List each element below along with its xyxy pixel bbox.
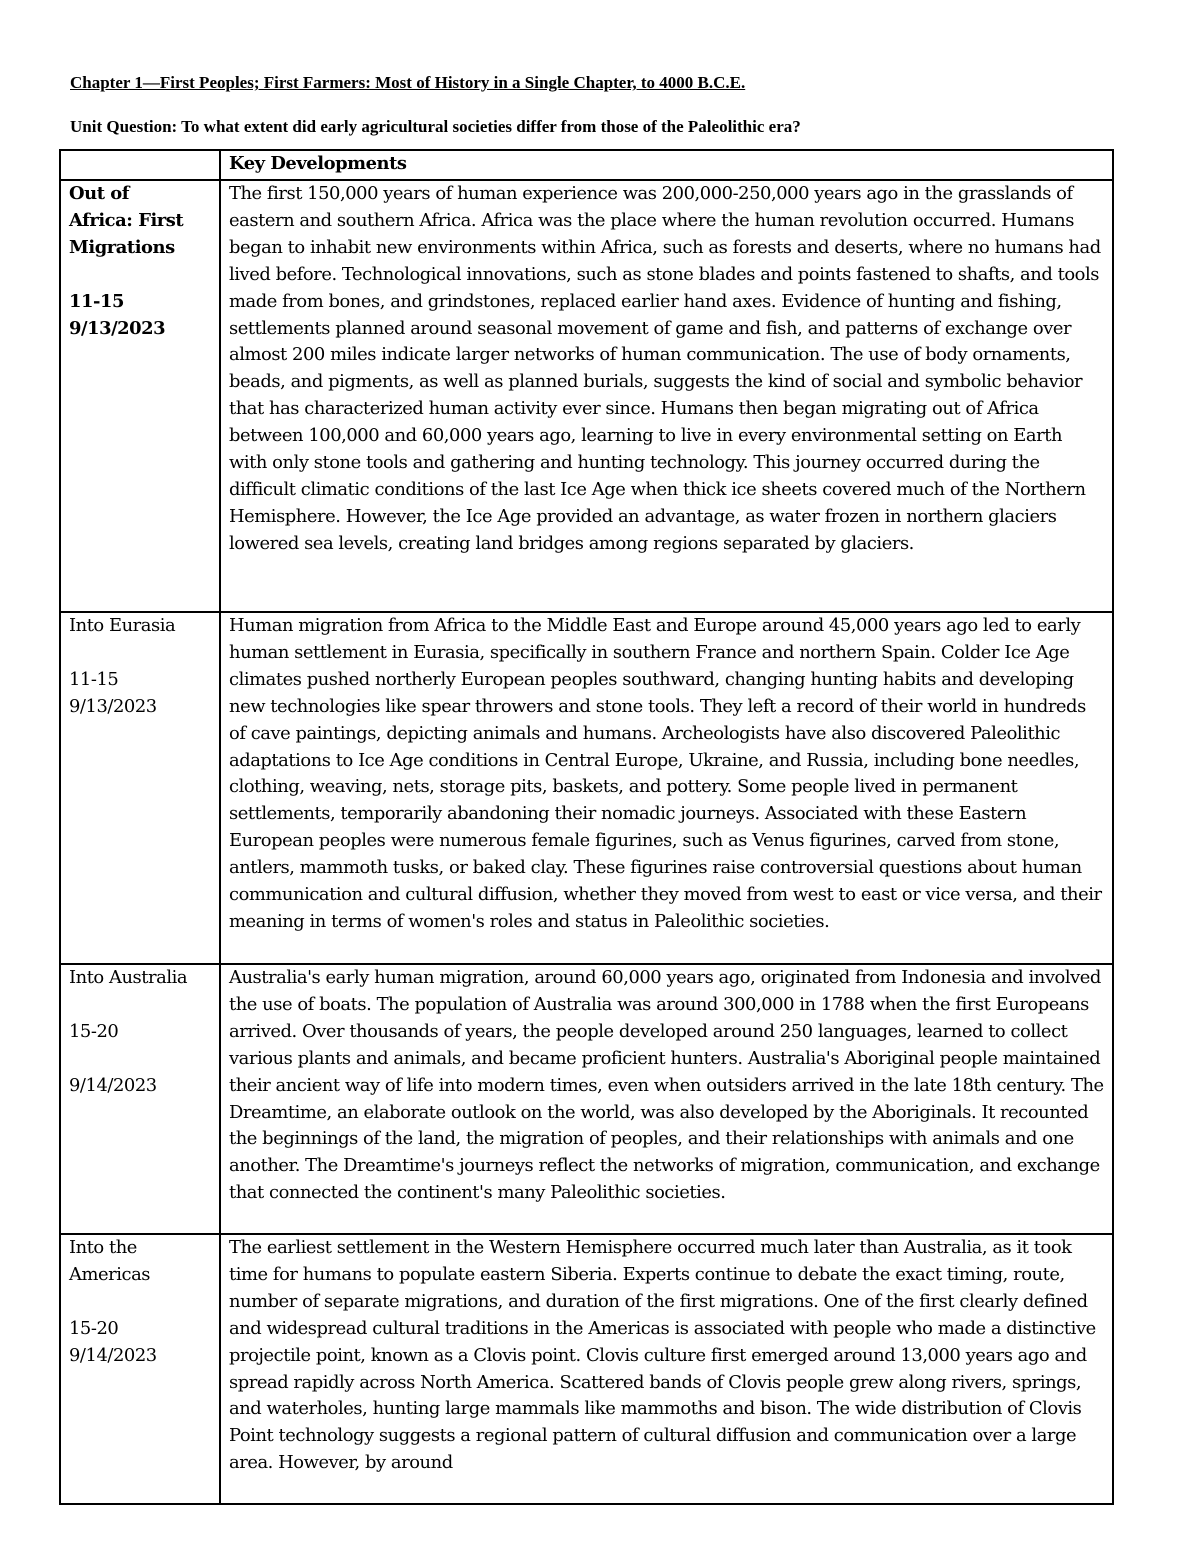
notes-table [59, 149, 1114, 1505]
unit-question: Unit Question: To what extent did early agricultural societies differ from those of the Paleolithic era? [70, 117, 801, 136]
row-label-line: Into Australia [69, 967, 188, 988]
row-content-into-australia: Australia's early human migration, around 60,000 years ago, originated from Indonesia and involved the use of boats. The population of Australia was around 300,000 in 1788 when the first Europeans arrived. Over thousands of years, the people developed around 250 languages, learned to collect various plants and animals, and became proficient hunters. Australia's Aboriginal people maintained their ancient way of life into modern times, even when outsiders arrived in the late 18th century. The Dreamtime, an elaborate outlook on the world, was also developed by the Aboriginals. It recounted the beginnings of the land, the migration of peoples, and their relationships with animals and one another. The Dreamtime's journeys reflect the networks of migration, communication, and exchange that connected the continent's many Paleolithic societies. [220, 964, 1113, 1234]
row-label-line: Out of [69, 183, 130, 204]
chapter-title: Chapter 1—First Peoples; First Farmers: Most of History in a Single Chapter, to 4000 B.C.E. [70, 73, 746, 92]
spacer [69, 992, 211, 1019]
row-content-into-americas: The earliest settlement in the Western Hemisphere occurred much later than Australia, as it took time for humans to populate eastern Siberia. Experts continue to debate the exact timing, route, number of separate migrations, and duration of the first migrations. One of the first clearly defined and widespread cultural traditions in the Americas is associated with people who made a distinctive projectile point, known as a Clovis point. Clovis culture first emerged around 13,000 years ago and spread rapidly across North America. Scattered bands of Clovis people grew along rivers, springs, and waterholes, hunting large mammals like mammoths and bison. The wide distribution of Clovis Point technology suggests a regional pattern of cultural diffusion and communication over a large area. However, by around [220, 1234, 1113, 1504]
table-row [60, 1234, 1113, 1504]
table-row [60, 964, 1113, 1234]
row-date: 9/13/2023 [69, 695, 157, 717]
table-header-row [60, 150, 1113, 180]
spacer [69, 262, 211, 289]
row-date: 9/14/2023 [69, 1074, 157, 1096]
table-row [60, 612, 1113, 964]
row-date: 9/13/2023 [69, 317, 166, 339]
row-pages: 15-20 [69, 1317, 119, 1339]
row-label-line: Americas [69, 1263, 151, 1285]
spacer [69, 1289, 211, 1316]
row-label-into-americas [60, 1234, 220, 1504]
row-label-line: Into Eurasia [69, 615, 176, 636]
row-content-out-of-africa: The first 150,000 years of human experience was 200,000-250,000 years ago in the grasslands of eastern and southern Africa. Africa was the place where the human revolution occurred. Humans began to inhabit new environments within Africa, such as forests and deserts, where no humans had lived before. Technological innovations, such as stone blades and points fastened to shafts, and tools made from bones, and grindstones, replaced earlier hand axes. Evidence of hunting and fishing, settlements planned around seasonal movement of game and fish, and patterns of exchange over almost 200 miles indicate larger networks of human communication. The use of body ornaments, beads, and pigments, as well as planned burials, suggests the kind of social and symbolic behavior that has characterized human activity ever since. Humans then began migrating out of Africa between 100,000 and 60,000 years ago, learning to live in every environmental setting on Earth with only stone tools and gathering and hunting technology. This journey occurred during the difficult climatic conditions of the last Ice Age when thick ice sheets covered much of the Northern Hemisphere. However, the Ice Age provided an advantage, as water frozen in northern glaciers lowered sea levels, creating land bridges among regions separated by glaciers. [220, 180, 1113, 612]
row-pages: 15-20 [69, 1020, 119, 1042]
spacer [69, 640, 211, 667]
row-content-into-eurasia: Human migration from Africa to the Middle East and Europe around 45,000 years ago led to early human settlement in Eurasia, specifically in southern France and northern Spain. Colder Ice Age climates pushed northerly European peoples southward, changing hunting habits and developing new technologies like spear throwers and stone tools. They left a record of their world in hundreds of cave paintings, depicting animals and humans. Archeologists have also discovered Paleolithic adaptations to Ice Age conditions in Central Europe, Ukraine, and Russia, including bone needles, clothing, weaving, nets, storage pits, baskets, and pottery. Some people lived in permanent settlements, temporarily abandoning their nomadic journeys. Associated with these Eastern European peoples were numerous female figurines, such as Venus figurines, carved from stone, antlers, mammoth tusks, or baked clay. These figurines raise controversial questions about human communication and cultural diffusion, whether they moved from west to east or vice versa, and their meaning in terms of women's roles and status in Paleolithic societies. [220, 612, 1113, 964]
row-pages: 11-15 [69, 290, 124, 312]
row-label-into-eurasia [60, 612, 220, 964]
row-label-out-of-africa [60, 180, 220, 612]
table-row [60, 180, 1113, 612]
row-label-line: Africa: First [69, 209, 184, 231]
header-label-cell [60, 150, 220, 180]
header-key-developments: Key Developments [220, 150, 1113, 180]
spacer [69, 1046, 211, 1073]
row-label-into-australia [60, 964, 220, 1234]
row-label-line: Into the [69, 1237, 137, 1258]
row-date: 9/14/2023 [69, 1344, 157, 1366]
row-pages: 11-15 [69, 668, 119, 690]
row-label-line: Migrations [69, 236, 175, 258]
